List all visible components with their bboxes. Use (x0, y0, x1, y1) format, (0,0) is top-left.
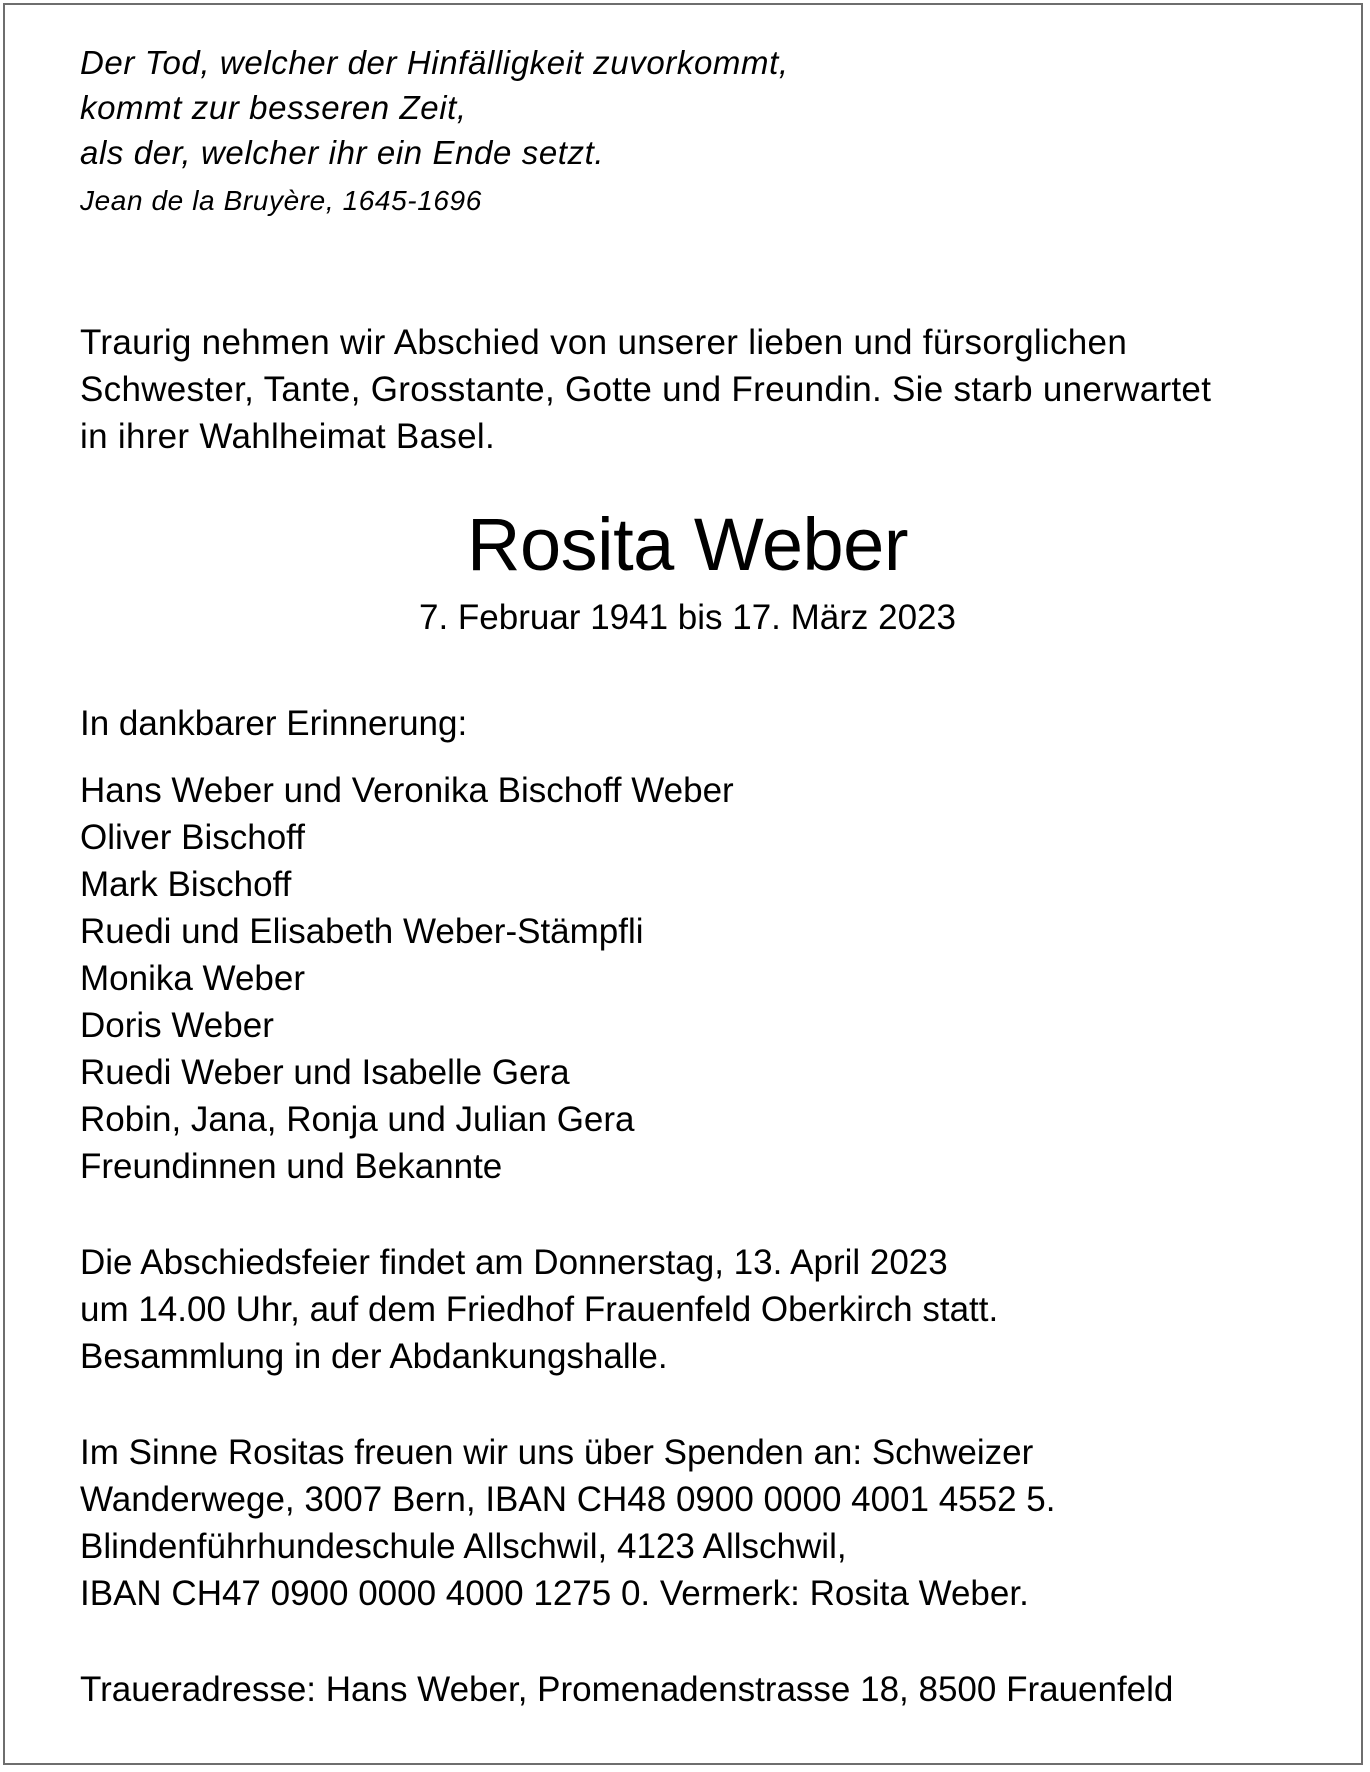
deceased-name: Rosita Weber (467, 503, 908, 586)
obituary-notice (80, 40, 1310, 1713)
quote-line: als der, welcher ihr ein Ende setzt. (80, 134, 605, 171)
list-item: Ruedi und Elisabeth Weber-Stämpfli (80, 912, 644, 951)
donations-line: Wanderwege, 3007 Bern, IBAN CH48 0900 0000 4001 4552 5. (80, 1480, 1056, 1519)
quote-line: Der Tod, welcher der Hinfälligkeit zuvorkommt, (80, 44, 789, 81)
ceremony-line: um 14.00 Uhr, auf dem Friedhof Frauenfeld Oberkirch statt. (80, 1290, 999, 1329)
epigraph-quote (80, 40, 1310, 175)
quote-author: Jean de la Bruyère, 1645-1696 (80, 185, 482, 216)
list-item: Freundinnen und Bekannte (80, 1147, 503, 1186)
donations-line: IBAN CH47 0900 0000 4000 1275 0. Vermerk: Rosita Weber. (80, 1574, 1029, 1613)
life-dates: 7. Februar 1941 bis 17. März 2023 (419, 598, 956, 637)
list-item: Doris Weber (80, 1006, 274, 1045)
list-item: Hans Weber und Veronika Bischoff Weber (80, 771, 734, 810)
list-item: Oliver Bischoff (80, 818, 305, 857)
intro-line: in ihrer Wahlheimat Basel. (80, 417, 495, 456)
donations-paragraph (80, 1429, 1310, 1617)
list-item: Mark Bischoff (80, 865, 292, 904)
intro-paragraph (80, 319, 1310, 460)
list-item: Monika Weber (80, 959, 306, 998)
ceremony-paragraph (80, 1239, 1310, 1380)
mourning-address: Traueradresse: Hans Weber, Promenadenstrasse 18, 8500 Frauenfeld (80, 1670, 1174, 1709)
intro-line: Traurig nehmen wir Abschied von unserer lieben und fürsorglichen (80, 323, 1128, 362)
list-item: Ruedi Weber und Isabelle Gera (80, 1053, 570, 1092)
ceremony-line: Besammlung in der Abdankungshalle. (80, 1337, 668, 1376)
quote-line: kommt zur besseren Zeit, (80, 89, 467, 126)
donations-line: Blindenführhundeschule Allschwil, 4123 Allschwil, (80, 1527, 847, 1566)
ceremony-line: Die Abschiedsfeier findet am Donnerstag, 13. April 2023 (80, 1243, 948, 1282)
memory-heading: In dankbarer Erinnerung: (80, 704, 468, 743)
list-item: Robin, Jana, Ronja und Julian Gera (80, 1100, 635, 1139)
mourners-list (80, 767, 1310, 1190)
donations-line: Im Sinne Rositas freuen wir uns über Spenden an: Schweizer (80, 1433, 1034, 1472)
intro-line: Schwester, Tante, Grosstante, Gotte und Freundin. Sie starb unerwartet (80, 370, 1212, 409)
